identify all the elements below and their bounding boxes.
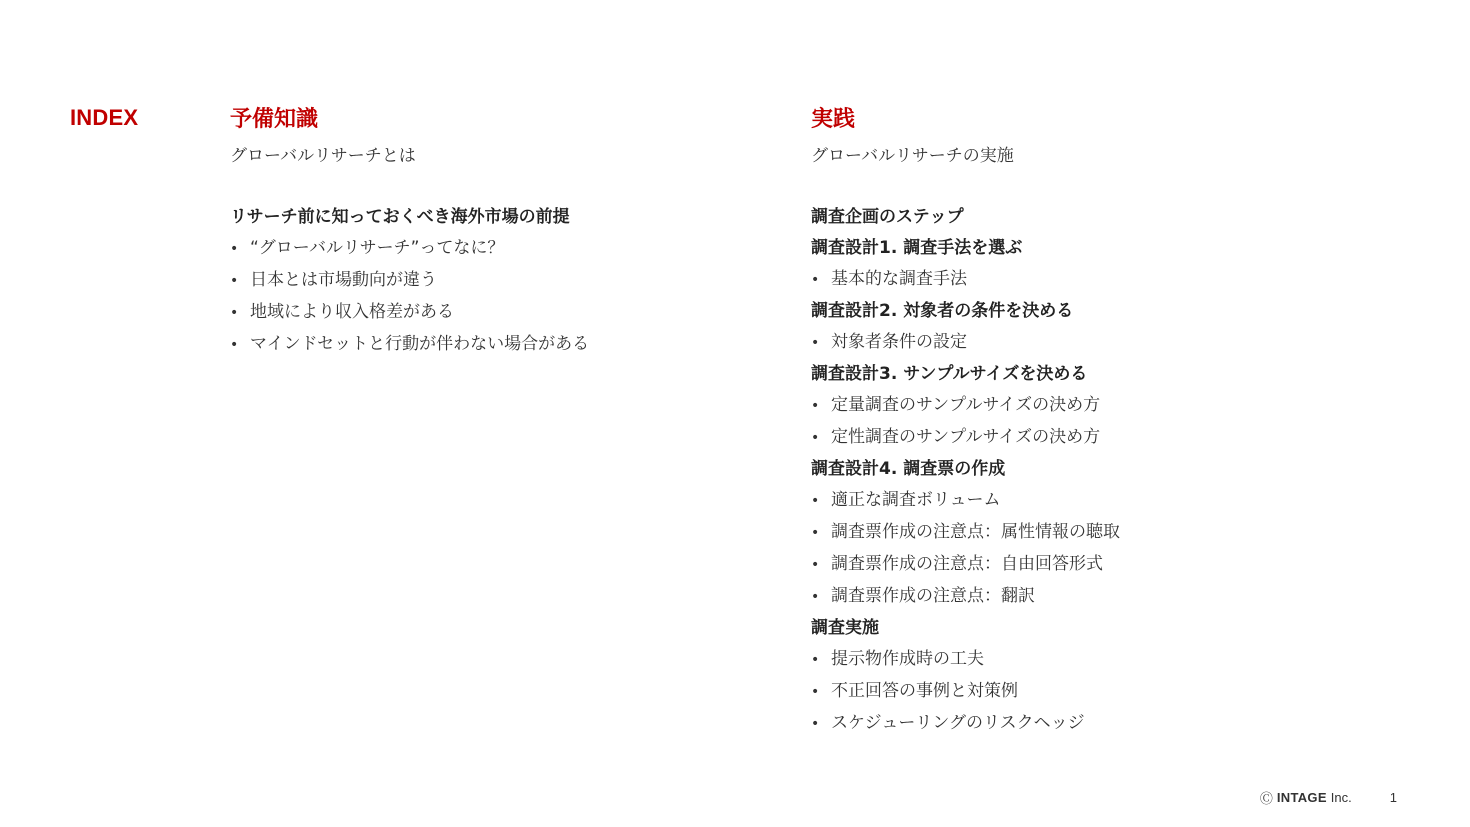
company-brand: INTAGE <box>1276 790 1327 805</box>
topic-list-item-text: 調査票作成の注意点：属性情報の聴取 <box>831 522 1120 542</box>
topic-list-item-text: 定量調査のサンプルサイズの決め方 <box>831 395 1101 415</box>
topic-list-item <box>811 390 1411 422</box>
topic-heading: リサーチ前に知っておくべき海外市場の前提 <box>230 207 570 227</box>
bullet-icon: • <box>811 525 820 541</box>
topic-list-item <box>811 644 1411 676</box>
topic-list-item-text: 適正な調査ボリューム <box>831 490 1001 510</box>
slide-footer <box>1260 788 1397 807</box>
bullet-icon: • <box>811 272 820 288</box>
prerequisite-topics <box>230 202 750 361</box>
topic-list-item <box>230 329 750 361</box>
topic-list-item <box>811 517 1411 549</box>
topic-list-item <box>811 549 1411 581</box>
topic-list-item <box>230 297 750 329</box>
bullet-icon: • <box>230 241 239 257</box>
section-subtitle-practice: グローバルリサーチの実施 <box>811 146 1014 166</box>
topic-heading: 調査設計4. 調査票の作成 <box>811 459 1006 479</box>
bullet-icon: • <box>230 337 239 353</box>
company-suffix: Inc. <box>1330 790 1352 805</box>
topic-list-item <box>811 581 1411 613</box>
bullet-icon: • <box>811 557 820 573</box>
bullet-icon: • <box>811 430 820 446</box>
index-label: INDEX <box>70 105 139 130</box>
bullet-icon: • <box>811 493 820 509</box>
topic-list-item-text: スケジューリングのリスクヘッジ <box>831 713 1085 733</box>
section-title-practice: 実践 <box>811 107 856 132</box>
prerequisite-column <box>230 105 750 361</box>
topic-heading: 調査設計2. 対象者の条件を決める <box>811 301 1074 321</box>
topic-heading: 調査設計3. サンプルサイズを決める <box>811 364 1088 384</box>
topic-list-item-text: 調査票作成の注意点：翻訳 <box>831 586 1035 606</box>
bullet-icon: • <box>811 652 820 668</box>
bullet-icon: • <box>811 684 820 700</box>
bullet-icon: • <box>230 305 239 321</box>
topic-list-item-text: 対象者条件の設定 <box>831 332 967 352</box>
topic-list-item-text: “グローバルリサーチ”ってなに？ <box>250 238 505 258</box>
topic-heading: 調査設計1. 調査手法を選ぶ <box>811 238 1023 258</box>
topic-list-item <box>811 327 1411 359</box>
topic-heading: 調査企画のステップ <box>811 207 964 227</box>
topic-list-item <box>811 422 1411 454</box>
bullet-icon: • <box>811 589 820 605</box>
topic-list-item-text: 提示物作成時の工夫 <box>831 649 984 669</box>
topic-list-item <box>811 264 1411 296</box>
topic-list-item-text: 日本とは市場動向が違う <box>250 270 437 290</box>
practice-topics <box>811 202 1411 740</box>
topic-list-item <box>811 708 1411 740</box>
topic-list-item <box>811 485 1411 517</box>
topic-list-item-text: 基本的な調査手法 <box>831 269 967 289</box>
topic-list-item-text: 地域により収入格差がある <box>250 302 454 322</box>
bullet-icon: • <box>811 335 820 351</box>
section-subtitle-prerequisite: グローバルリサーチとは <box>230 146 416 166</box>
bullet-icon: • <box>811 716 820 732</box>
bullet-icon: • <box>230 273 239 289</box>
topic-list-item <box>230 233 750 265</box>
topic-list-item-text: マインドセットと行動が伴わない場合がある <box>250 334 590 354</box>
copyright-icon: Ⓒ <box>1259 791 1273 806</box>
practice-column <box>811 105 1411 740</box>
section-title-prerequisite: 予備知識 <box>230 107 319 132</box>
page-number: 1 <box>1389 790 1397 805</box>
topic-list-item-text: 調査票作成の注意点：自由回答形式 <box>831 554 1103 574</box>
topic-list-item <box>230 265 750 297</box>
topic-heading: 調査実施 <box>811 618 879 638</box>
topic-list-item-text: 不正回答の事例と対策例 <box>831 681 1018 701</box>
bullet-icon: • <box>811 398 820 414</box>
topic-list-item <box>811 676 1411 708</box>
topic-list-item-text: 定性調査のサンプルサイズの決め方 <box>831 427 1101 447</box>
